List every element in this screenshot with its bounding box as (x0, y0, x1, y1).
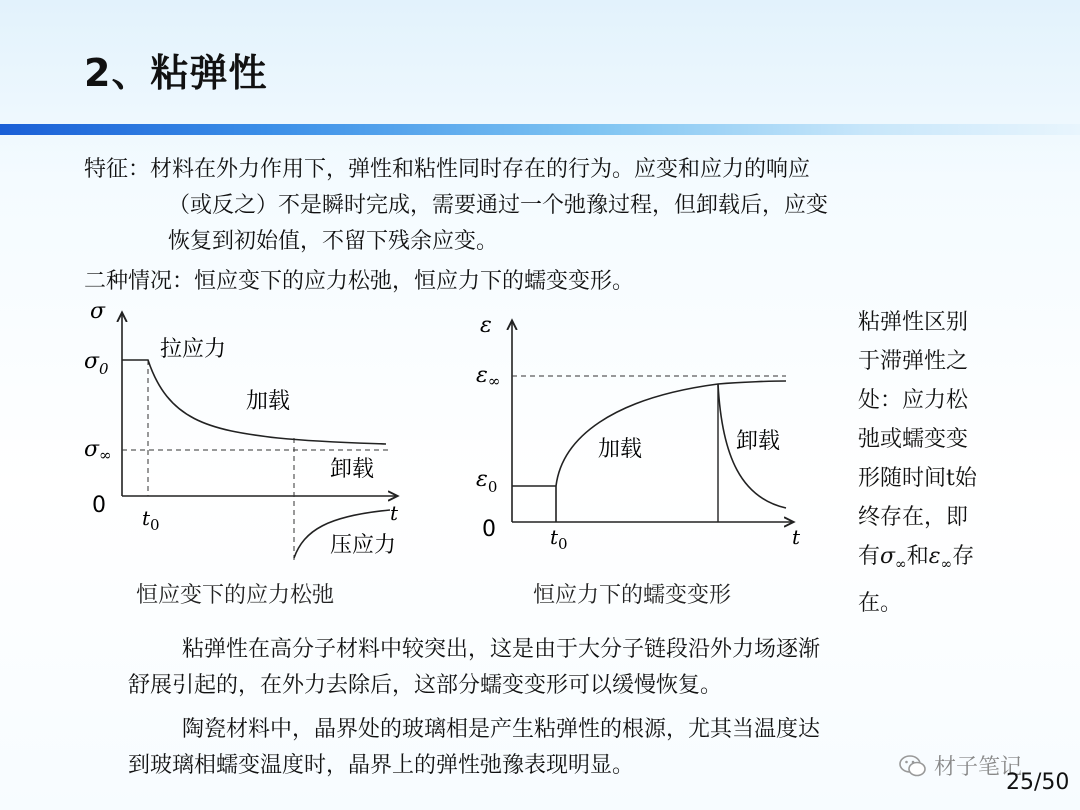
side-note-line-4: 弛或蠕变变 (858, 427, 969, 452)
side-note-line-2: 于滞弹性之 (858, 349, 969, 374)
side-note-line-3: 处：应力松 (858, 388, 969, 413)
body2-line-2: 到玻璃相蠕变温度时，晶界上的弹性弛豫表现明显。 (128, 753, 635, 778)
stress-relaxation-diagram (78, 300, 418, 572)
chart1-t0-label: $t_0$ (142, 506, 160, 534)
page-number: 25/50 (1006, 770, 1070, 795)
cases-line: 二种情况：恒应变下的应力松弛，恒应力下的蠕变变形。 (84, 269, 635, 294)
chart2-load-label: 加载 (598, 437, 643, 462)
watermark (898, 750, 1022, 781)
body-paragraph-2 (128, 712, 988, 784)
body1-line-2: 舒展引起的，在外力去除后，这部分蠕变变形可以缓慢恢复。 (128, 673, 723, 698)
chart2-unload-label: 卸载 (736, 429, 781, 454)
side-note-line-1: 粘弹性区别 (858, 310, 969, 335)
chart2-t0-label: $t_0$ (550, 525, 568, 553)
chart1-load-label: 加载 (246, 389, 291, 414)
compression-label: 压应力 (330, 533, 397, 558)
title-underline-bar (0, 124, 1080, 135)
chart2-axis-x-label: t (792, 525, 801, 549)
chart2-origin-label: 0 (482, 517, 496, 542)
body2-line-1: 陶瓷材料中，晶界处的玻璃相是产生粘弹性的根源，尤其当温度达 (182, 717, 821, 742)
wechat-icon (898, 753, 928, 779)
chart1-caption: 恒应变下的应力松弛 (136, 583, 335, 608)
feature-line-3: 恢复到初始值，不留下残余应变。 (168, 229, 499, 254)
side-note (858, 303, 1018, 623)
feature-line-1: 特征：材料在外力作用下，弹性和粘性同时存在的行为。应变和应力的响应 (84, 157, 811, 182)
chart2-axis-y-label: ε (480, 313, 492, 338)
chart2-epsinf-label: ε∞ (476, 363, 501, 390)
chart1-unload-label: 卸载 (330, 457, 375, 482)
chart1-origin-label: 0 (92, 493, 106, 518)
side-note-line-6: 终存在，即 (858, 505, 969, 530)
watermark-text: 材子笔记 (934, 755, 1023, 780)
tension-label: 拉应力 (160, 337, 227, 362)
chart1-sigmainf-label: σ∞ (84, 437, 112, 464)
chart1-axis-y-label: σ (90, 300, 106, 324)
chart2-caption: 恒应力下的蠕变变形 (533, 583, 732, 608)
feature-line-2: （或反之）不是瞬时完成，需要通过一个弛豫过程，但卸载后，应变 (168, 193, 829, 218)
feature-paragraph (84, 152, 994, 260)
creep-deformation-diagram (472, 308, 812, 560)
body1-line-1: 粘弹性在高分子材料中较突出，这是由于大分子链段沿外力场逐渐 (182, 637, 821, 662)
side-note-line-8: 在。 (858, 591, 903, 617)
side-note-line-7: 有$\sigma_\infty$和$\varepsilon_\infty$存 (858, 544, 975, 573)
chart2-eps0-label: $\varepsilon_0$ (476, 467, 498, 496)
slide-title: 2、粘弹性 (84, 51, 268, 95)
chart1-axis-x-label: t (390, 501, 399, 525)
body-paragraph-1 (128, 632, 988, 704)
chart1-sigma0-label: $\sigma_0$ (84, 349, 109, 378)
side-note-line-5: 形随时间t始 (858, 466, 977, 491)
